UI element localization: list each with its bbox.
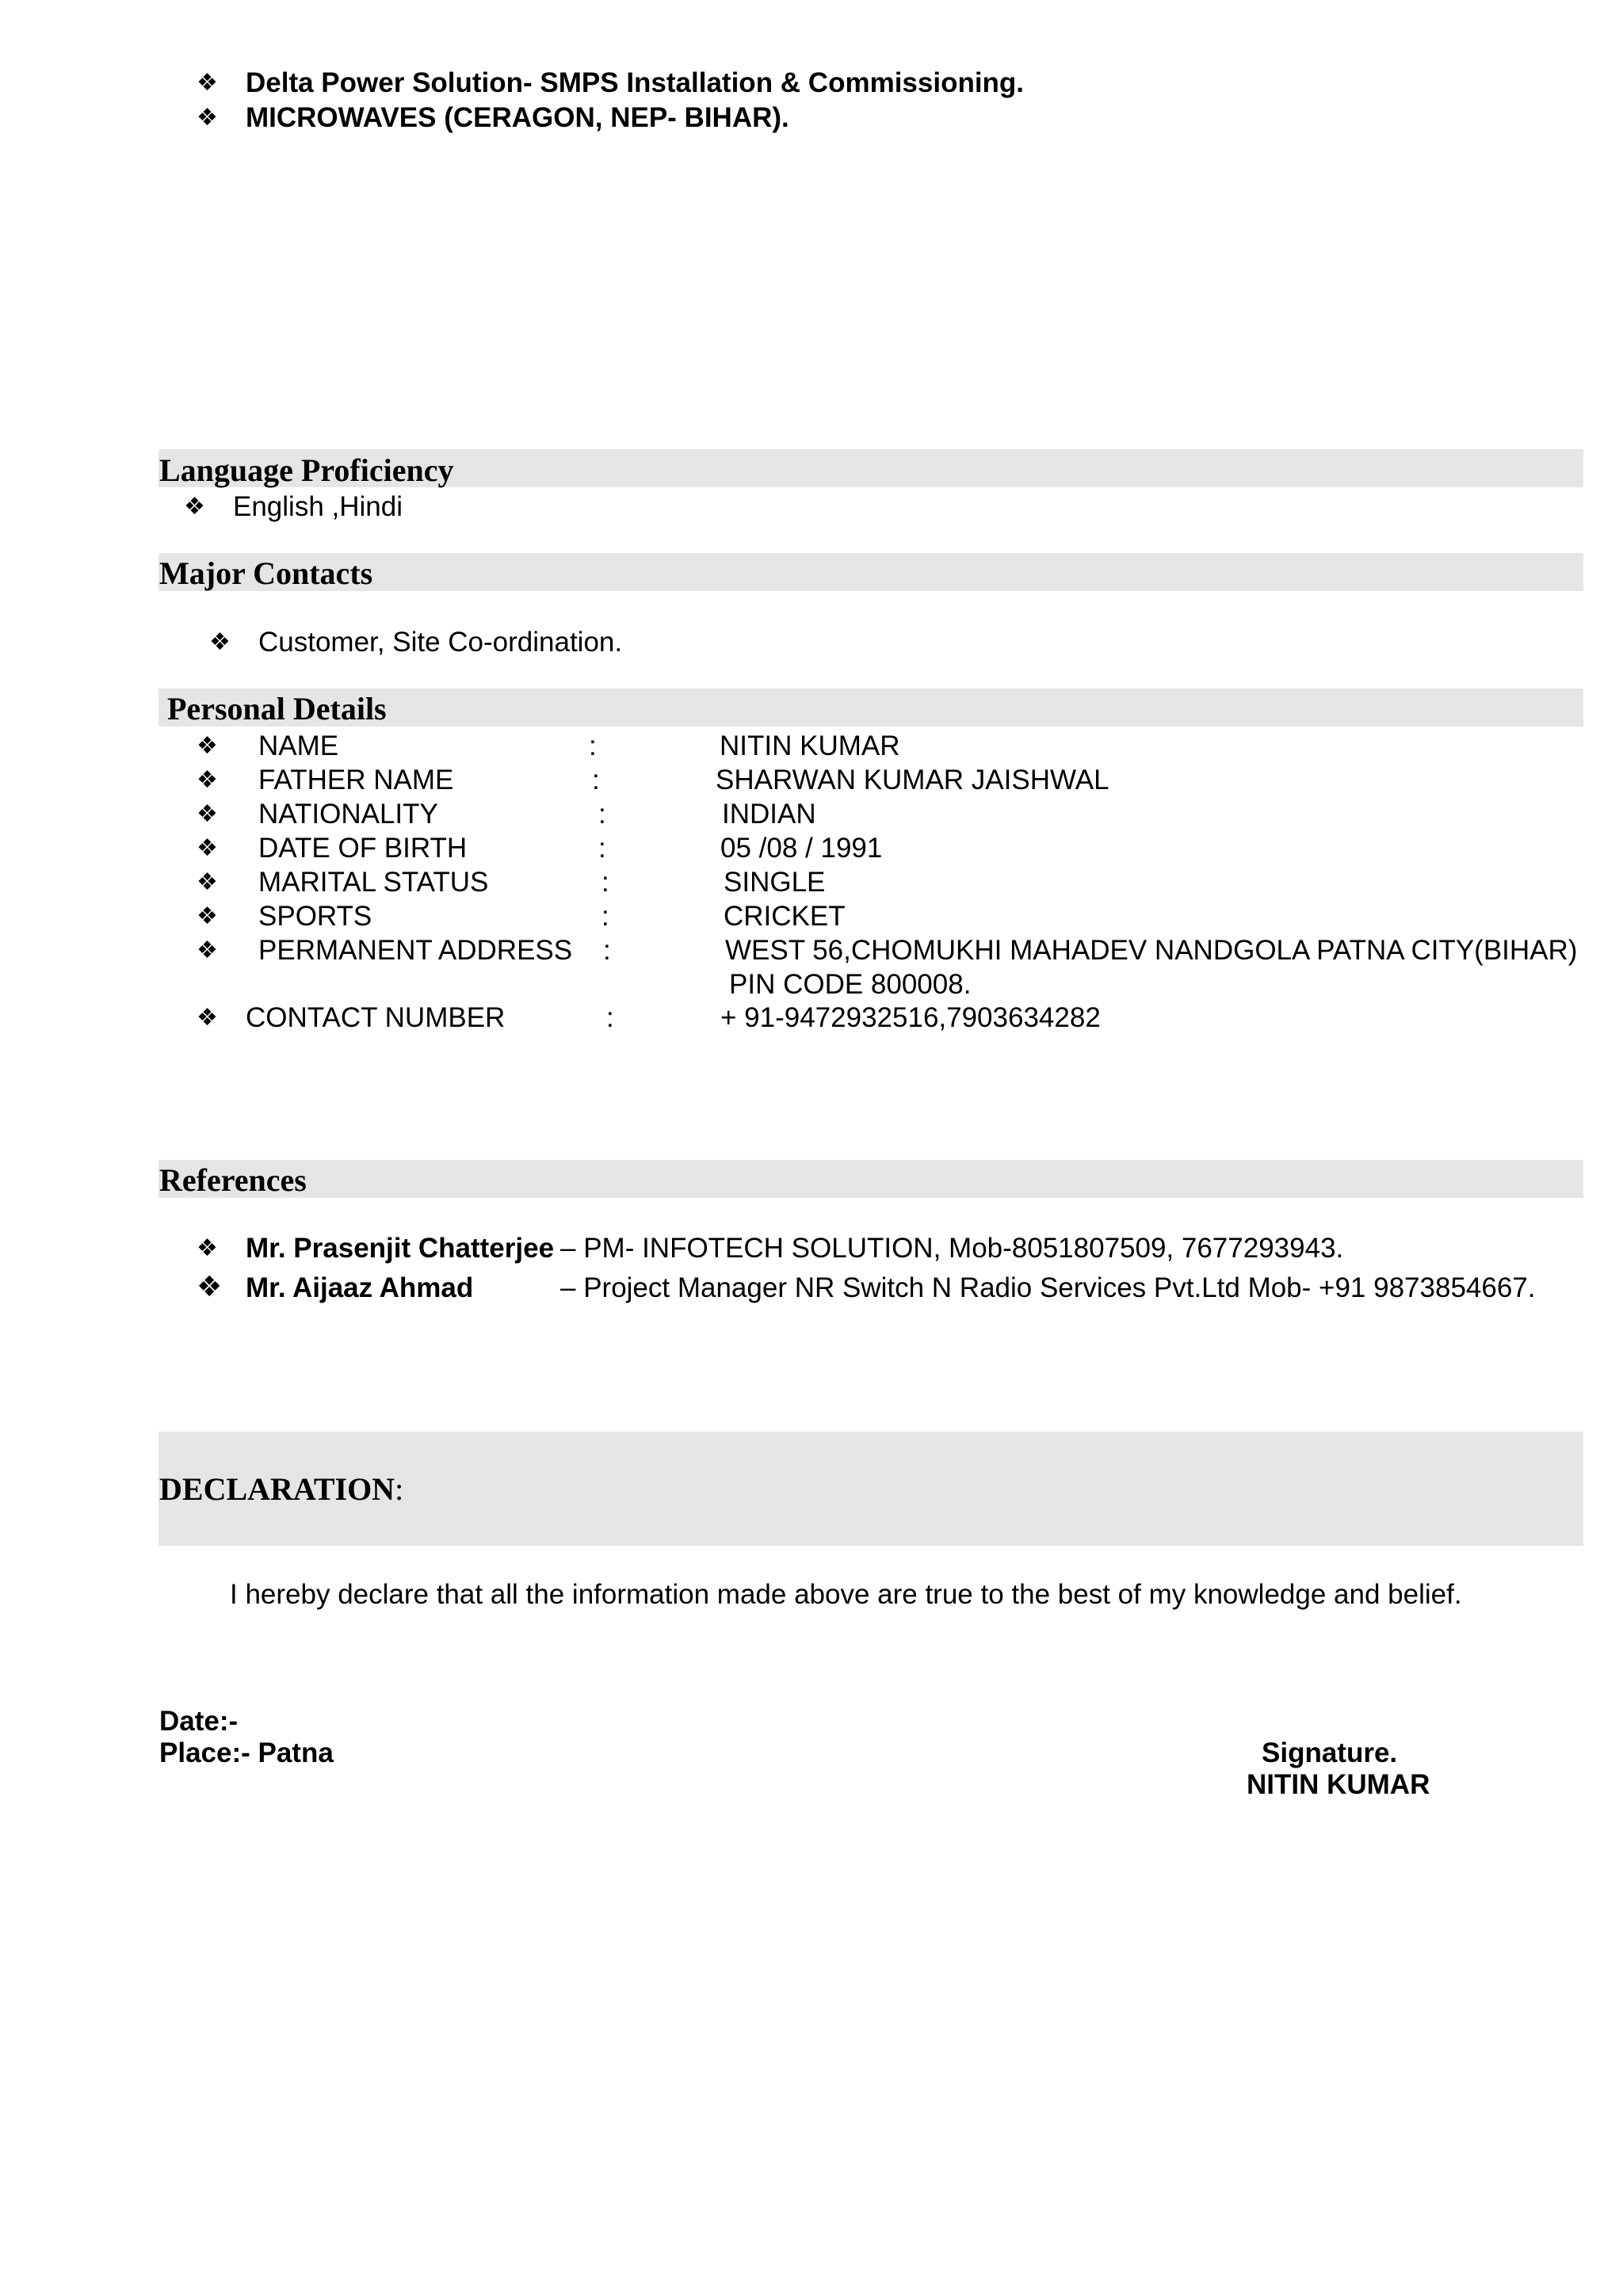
bullet-icon: ❖: [209, 628, 231, 656]
bullet-icon: ❖: [197, 69, 218, 97]
personal-colon: :: [592, 765, 600, 795]
contacts-heading: Major Contacts: [159, 555, 373, 591]
declaration-heading: DECLARATION:: [159, 1471, 404, 1507]
skill-item: MICROWAVES (CERAGON, NEP- BIHAR).: [246, 102, 789, 133]
language-item: English ,Hindi: [233, 491, 403, 522]
bullet-icon: ❖: [197, 1271, 223, 1303]
date-label: Date:-: [159, 1706, 239, 1737]
bullet-icon: ❖: [197, 1234, 218, 1262]
bullet-icon: ❖: [197, 800, 218, 828]
reference-name: Mr. Aijaaz Ahmad: [246, 1272, 474, 1303]
personal-label: NAME: [258, 730, 339, 761]
personal-label: PERMANENT ADDRESS: [258, 935, 573, 966]
personal-label: NATIONALITY: [258, 799, 438, 830]
references-heading-band: [158, 1160, 1583, 1198]
bullet-icon: ❖: [197, 1004, 218, 1032]
bullet-icon: ❖: [197, 868, 218, 896]
personal-value: WEST 56,CHOMUKHI MAHADEV NANDGOLA PATNA CITY(BIHAR): [725, 935, 1578, 966]
personal-value: NITIN KUMAR: [720, 730, 900, 761]
personal-value: + 91-9472932516,7903634282: [720, 1002, 1101, 1033]
personal-label: SPORTS: [258, 901, 372, 932]
personal-heading: Personal Details: [167, 691, 387, 727]
personal-label: FATHER NAME: [258, 765, 454, 795]
references-heading: References: [159, 1162, 307, 1198]
signatory-name: NITIN KUMAR: [1247, 1769, 1430, 1800]
personal-colon: :: [601, 901, 609, 932]
declaration-text: I hereby declare that all the information made above are true to the best of my knowledge and belief.: [230, 1579, 1462, 1610]
bullet-icon: ❖: [197, 834, 218, 862]
place-label: Place:- Patna: [159, 1737, 334, 1768]
personal-colon: :: [598, 833, 606, 864]
personal-value: 05 /08 / 1991: [720, 833, 883, 864]
bullet-icon: ❖: [197, 902, 218, 930]
personal-value: SINGLE: [724, 867, 826, 898]
personal-value: CRICKET: [724, 901, 846, 932]
contacts-item: Customer, Site Co-ordination.: [258, 627, 623, 658]
personal-value-line2: PIN CODE 800008.: [729, 969, 972, 1000]
bullet-icon: ❖: [197, 732, 218, 760]
skill-item: Delta Power Solution- SMPS Installation & Commissioning.: [246, 67, 1025, 98]
personal-value: INDIAN: [722, 799, 816, 830]
reference-name: Mr. Prasenjit Chatterjee: [246, 1233, 555, 1264]
personal-label: CONTACT NUMBER: [246, 1002, 506, 1033]
signature-label: Signature.: [1262, 1737, 1398, 1768]
personal-colon: :: [601, 867, 609, 898]
language-heading: Language Proficiency: [159, 452, 454, 488]
bullet-icon: ❖: [197, 936, 218, 964]
bullet-icon: ❖: [197, 766, 218, 794]
personal-colon: :: [606, 1002, 614, 1033]
personal-colon: :: [603, 935, 611, 966]
personal-value: SHARWAN KUMAR JAISHWAL: [716, 765, 1109, 795]
bullet-icon: ❖: [184, 493, 205, 521]
personal-colon: :: [589, 730, 597, 761]
personal-label: DATE OF BIRTH: [258, 833, 468, 864]
personal-label: MARITAL STATUS: [258, 867, 489, 898]
reference-detail: – Project Manager NR Switch N Radio Services Pvt.Ltd Mob- +91 9873854667.: [560, 1272, 1536, 1303]
personal-colon: :: [598, 799, 606, 830]
bullet-icon: ❖: [197, 104, 218, 132]
reference-detail: – PM- INFOTECH SOLUTION, Mob-8051807509, 7677293943.: [560, 1233, 1344, 1264]
